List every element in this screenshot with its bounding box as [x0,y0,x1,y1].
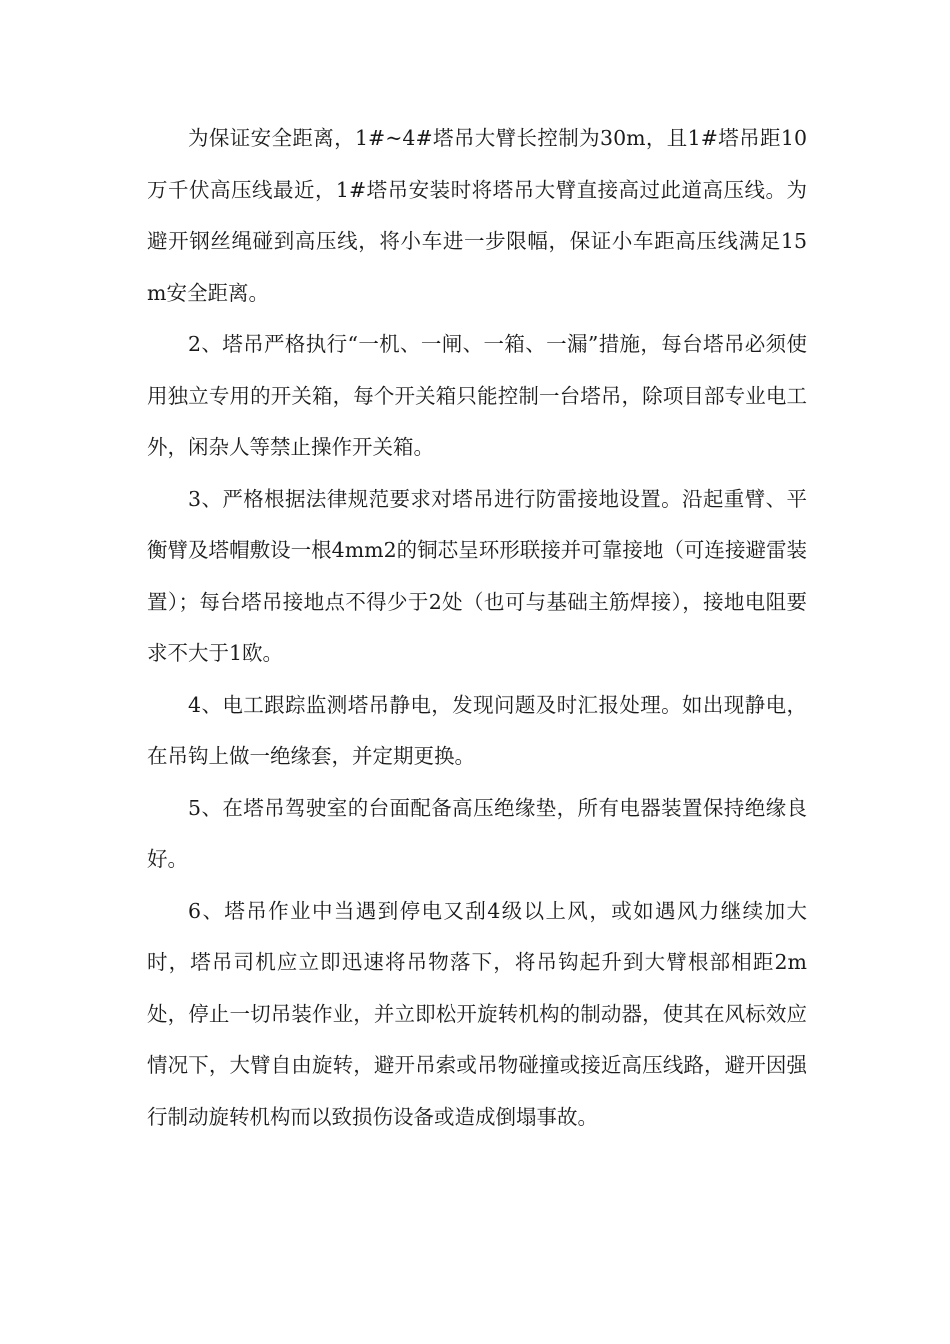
paragraph-item-3: 3、严格根据法律规范要求对塔吊进行防雷接地设置。沿起重臂、平衡臂及塔帽敷设一根4mm2的铜芯呈环形联接并可靠接地（可连接避雷装置）；每台塔吊接地点不得少于2处（也可与基础主筋焊接），接地电阻要求不大于1欧。 [147,486,807,665]
paragraph-item-4: 4、电工跟踪监测塔吊静电，发现问题及时汇报处理。如出现静电，在吊钩上做一绝缘套，并定期更换。 [147,692,807,768]
paragraph-item-5: 5、在塔吊驾驶室的台面配备高压绝缘垫，所有电器装置保持绝缘良好。 [147,795,807,871]
paragraph-item-6: 6、塔吊作业中当遇到停电又刮4级以上风，或如遇风力继续加大时，塔吊司机应立即迅速将吊物落下，将吊钩起升到大臂根部相距2m处，停止一切吊装作业，并立即松开旋转机构的制动器，使其在风标效应情况下，大臂自由旋转，避开吊索或吊物碰撞或接近高压线路，避开因强行制动旋转机构而以致损伤设备或造成倒塌事故。 [147,898,807,1129]
paragraph-safety-distance: 为保证安全距离，1#~4#塔吊大臂长控制为30m，且1#塔吊距10万千伏高压线最近，1#塔吊安装时将塔吊大臂直接高过此道高压线。为避开钢丝绳碰到高压线，将小车进一步限幅，保证小车距高压线满足15m安全距离。 [147,126,807,305]
document-body [147,113,807,1143]
paragraph-item-2: 2、塔吊严格执行“一机、一闸、一箱、一漏”措施，每台塔吊必须使用独立专用的开关箱，每个开关箱只能控制一台塔吊，除项目部专业电工外，闲杂人等禁止操作开关箱。 [147,332,807,459]
